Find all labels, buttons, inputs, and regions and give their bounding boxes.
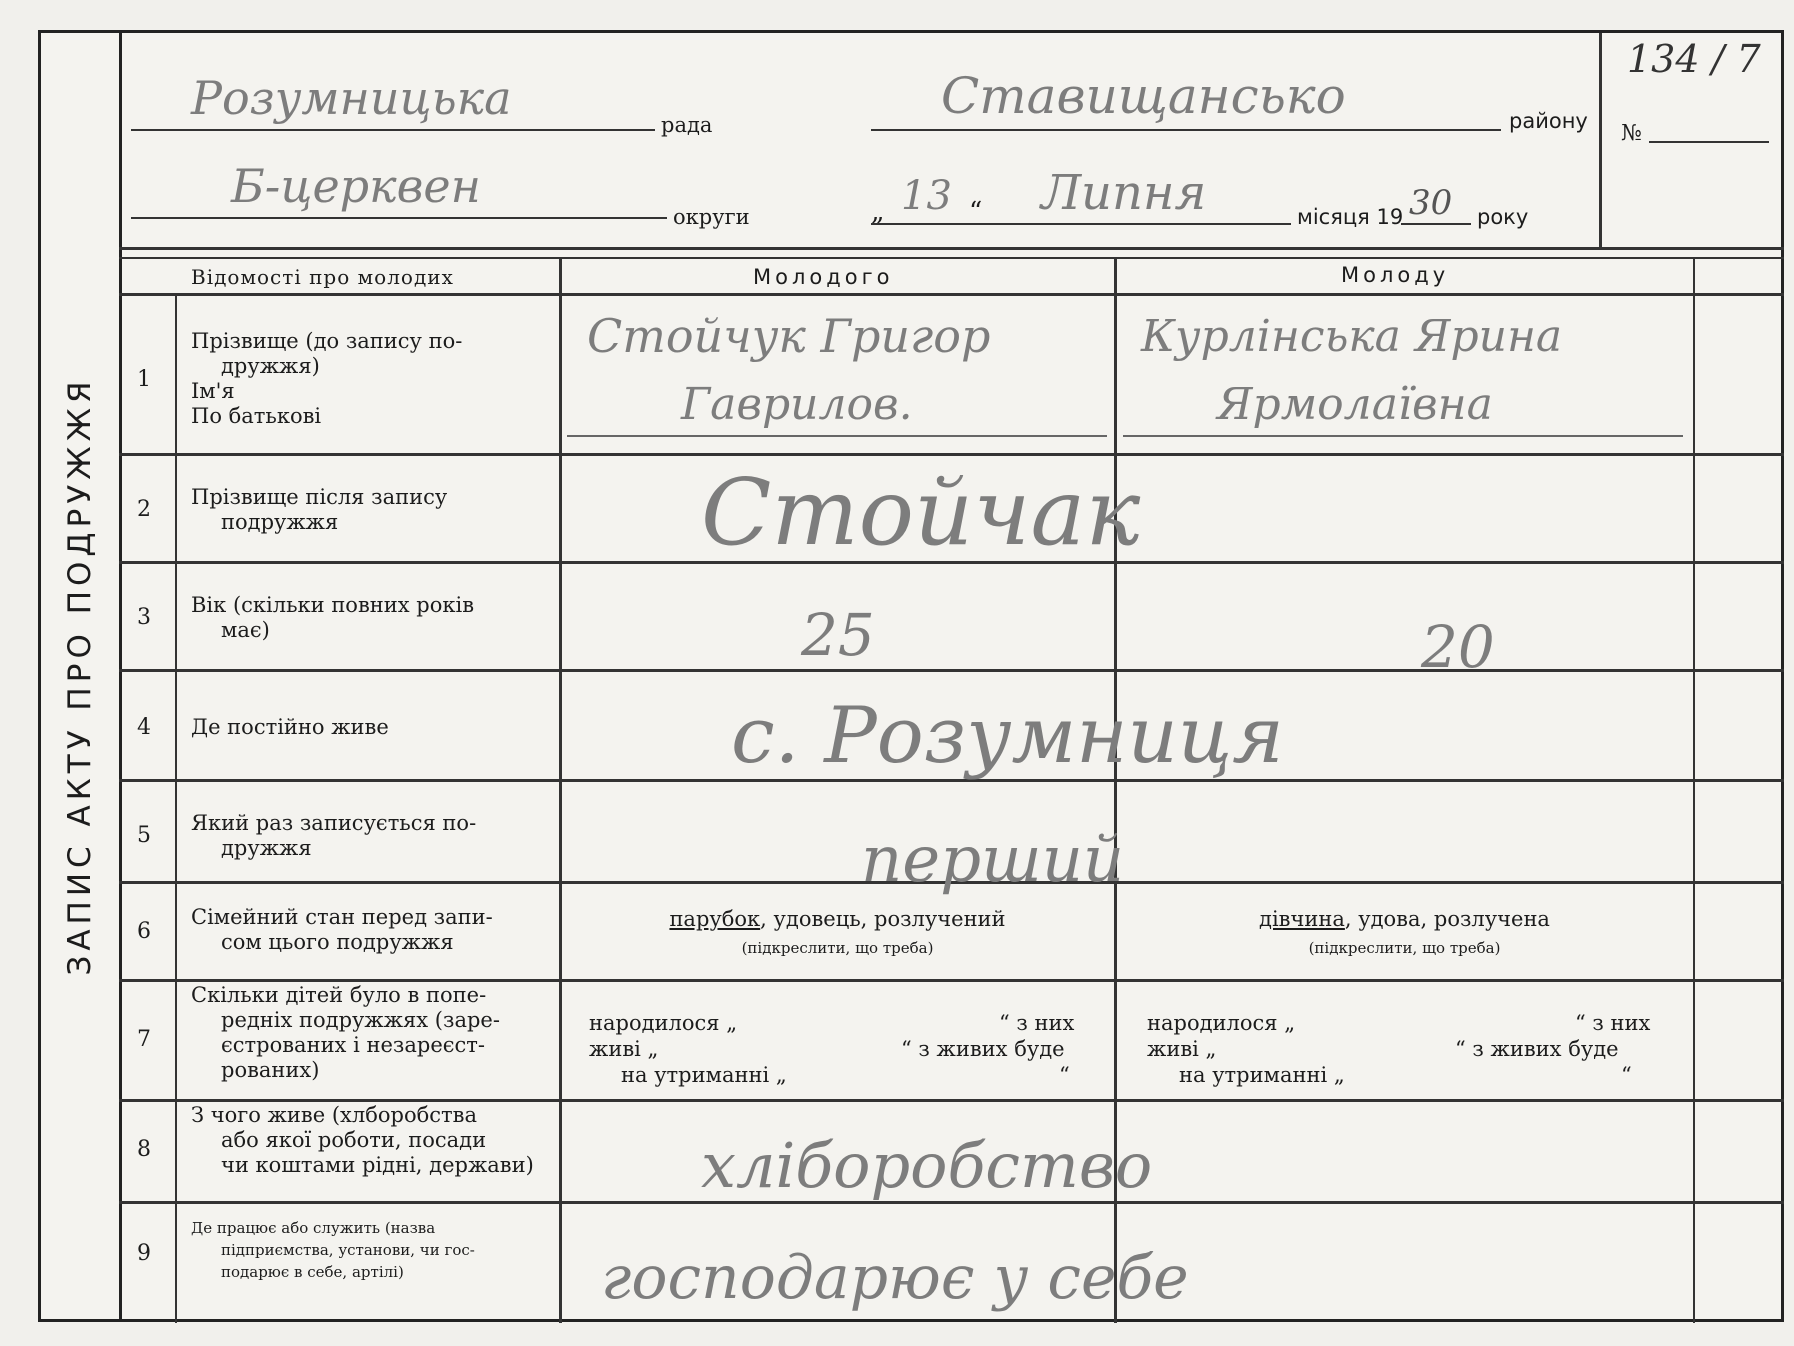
row-number: 4	[137, 715, 151, 740]
row-question: Прізвище (до запису по- дружжя) Ім'я По батькові	[191, 329, 463, 428]
number-label: №	[1621, 121, 1642, 146]
groom-marital-note: (підкреслити, що треба)	[741, 939, 934, 957]
date-day-handwritten: 13	[901, 173, 952, 219]
column-header-groom: Молодого	[753, 265, 894, 289]
date-month-handwritten: Липня	[1041, 165, 1207, 221]
bride-age-handwritten: 20	[1421, 613, 1495, 681]
bride-children-close: “	[1621, 1063, 1632, 1087]
date-year-label: року	[1477, 205, 1529, 229]
date-quote-open: „	[871, 197, 885, 227]
groom-children-close: “	[1059, 1063, 1070, 1087]
column-header-info: Відомості про молодих	[191, 265, 454, 289]
okruha-label: округи	[673, 205, 750, 229]
district-handwritten: Ставищанськo	[941, 67, 1346, 125]
date-year-handwritten: 30	[1409, 183, 1453, 223]
council-label: рада	[661, 113, 713, 137]
row-question: Скільки дітей було в попе- редніх подружжях (заре- єстрованих і незареєст- рованих)	[191, 983, 500, 1082]
groom-age-handwritten: 25	[801, 601, 875, 669]
record-number-handwritten: 134 / 7	[1627, 37, 1761, 81]
marriage-record-form	[38, 30, 1784, 1322]
bride-children-support: на утриманні „	[1179, 1063, 1345, 1087]
bride-name-handwritten: Курлінська Ярина	[1141, 311, 1563, 362]
sidebar	[41, 33, 122, 1319]
residence-handwritten: с. Розумниця	[731, 691, 1284, 781]
column-header-bride: Молоду	[1341, 263, 1450, 287]
bride-children-born: народилося „	[1147, 1011, 1296, 1035]
occupation-handwritten: хліборобство	[701, 1129, 1153, 1202]
row-number: 9	[137, 1241, 151, 1266]
date-month-label: місяця 19	[1297, 205, 1404, 229]
bride-children-of-alive: “ з живих буде	[1455, 1037, 1619, 1061]
council-handwritten: Розумницька	[191, 71, 512, 125]
row-question: Який раз записується по- дружжя	[191, 811, 477, 860]
row-question: З чого живе (хлборобства або якої роботи, посади чи коштами рідні, держави)	[191, 1103, 534, 1177]
bride-marital-note: (підкреслити, що треба)	[1308, 939, 1501, 957]
row-question: Сімейний стан перед запи- сом цього подружжя	[191, 905, 493, 954]
workplace-handwritten: господарює у себе	[601, 1243, 1189, 1313]
groom-children-of-alive: “ з живих буде	[901, 1037, 1065, 1061]
row-question: Де постійно живе	[191, 715, 389, 739]
marriage-count-handwritten: перший	[861, 823, 1125, 897]
bride-patronymic-handwritten: Ярмолаївна	[1217, 379, 1493, 430]
groom-children-of-them: “ з них	[999, 1011, 1075, 1035]
bride-marital-options: дівчина, удова, розлучена	[1259, 907, 1550, 931]
row-number: 2	[137, 497, 151, 522]
okruha-handwritten: Б-церквен	[231, 159, 481, 213]
bride-children-alive: живі „	[1147, 1037, 1217, 1061]
district-label: району	[1509, 109, 1588, 133]
row-question: Прізвище після запису подружжя	[191, 485, 448, 534]
row-question: Вік (скільки повних років має)	[191, 593, 475, 642]
groom-marital-options: парубок, удовець, розлучений	[669, 907, 1006, 931]
groom-children-support: на утриманні „	[621, 1063, 787, 1087]
bride-children-of-them: “ з них	[1575, 1011, 1651, 1035]
groom-patronymic-handwritten: Гаврилов.	[681, 379, 913, 430]
row-number: 8	[137, 1137, 151, 1162]
row-number: 7	[137, 1027, 151, 1052]
row-number: 5	[137, 823, 151, 848]
surname-after-handwritten: Стойчак	[701, 459, 1141, 566]
groom-name-handwritten: Стойчук Григор	[587, 309, 991, 363]
date-quote-close: “	[969, 197, 983, 227]
vertical-title: ЗАПИС АКТУ ПРО ПОДРУЖЖЯ	[62, 376, 98, 976]
row-question: Де працює або служить (назва підприємства, установи, чи гос- подарює в себе, артілі)	[191, 1219, 475, 1281]
row-number: 3	[137, 605, 151, 630]
row-number: 1	[137, 367, 151, 392]
groom-children-born: народилося „	[589, 1011, 738, 1035]
groom-children-alive: живі „	[589, 1037, 659, 1061]
row-number: 6	[137, 919, 151, 944]
